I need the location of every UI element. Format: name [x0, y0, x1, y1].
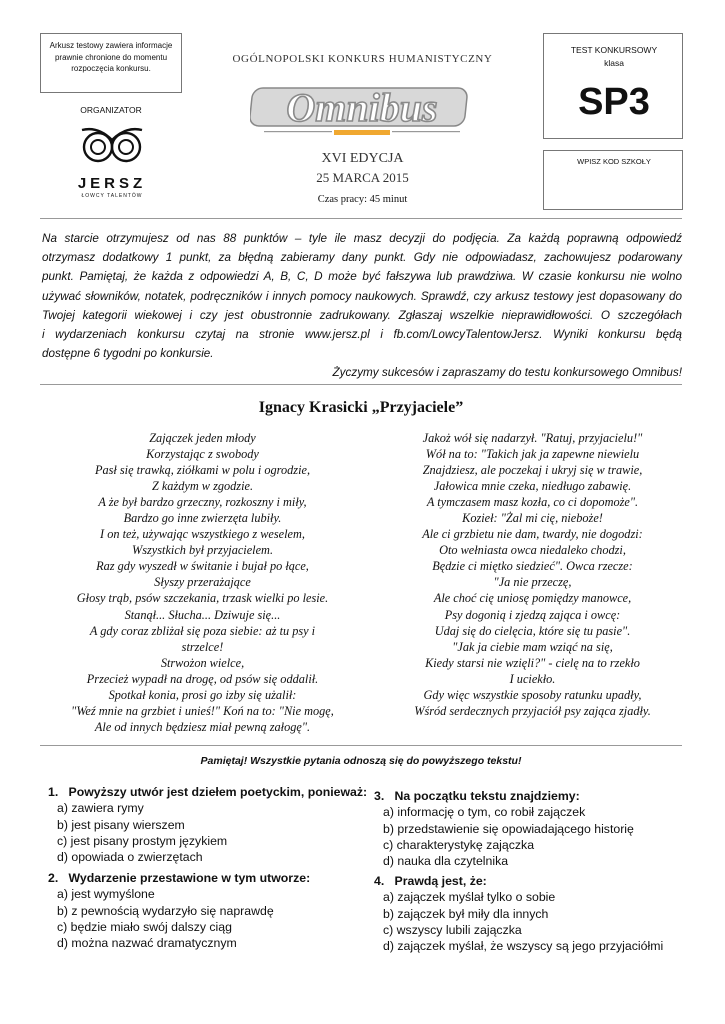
answer-option[interactable]: d) opowiada o zwierzętach	[57, 850, 203, 865]
poem-divider	[40, 745, 682, 746]
organizer-label: ORGANIZATOR	[80, 105, 142, 115]
answer-option[interactable]: c) będzie miało swój dalszy ciąg	[57, 919, 232, 934]
poem-line: Słyszy przerażające	[154, 575, 251, 590]
poem-line: Raz gdy wyszedł w świtanie i bujał po łące,	[96, 559, 309, 574]
poem-line: Wszystkich był przyjacielem.	[131, 543, 274, 558]
answer-option[interactable]: c) jest pisany prostym językiem	[57, 833, 228, 848]
poem-line: Wśród serdecznych przyjaciół psy zająca zjadły.	[414, 703, 651, 718]
question-title	[374, 873, 684, 889]
contest-name: OGÓLNOPOLSKI KONKURS HUMANISTYCZNY	[232, 53, 493, 65]
intro-line: dostępne 6 tygodni po konkursie.	[42, 347, 214, 361]
poem-line: A tymczasem masz kozła, co ci dopomoże".	[426, 495, 639, 510]
poem-line: Korzystając z swobody	[146, 447, 259, 462]
question-text: Prawdą jest, że:	[394, 874, 487, 888]
poem-title: Ignacy Krasicki „Przyjaciele”	[258, 399, 464, 416]
poem-line: Kiedy starsi nie wzięli?" - cielę na to rzekło	[425, 655, 640, 670]
class-label: klasa	[604, 58, 624, 68]
poem-line: I on też, używając wszystkiego z weselem,	[100, 527, 305, 542]
poem-line: Jakoż wół się nadarzył. "Ratuj, przyjacielu!"	[422, 431, 643, 445]
question-title	[374, 788, 684, 804]
poem-line: Ale od innych będziesz miał pewną załogę".	[94, 719, 311, 734]
poem-line: Strwożon wielce,	[160, 655, 245, 670]
answer-option[interactable]: a) jest wymyślone	[57, 887, 155, 902]
poem-line: Jałowica mnie czeka, niedługo zabawię.	[433, 479, 632, 494]
logo-brand: JERSZ	[77, 175, 147, 192]
school-code-label: WPISZ KOD SZKOŁY	[577, 157, 651, 166]
poem-line: Kozieł: "Żal mi cię, nieboże!	[462, 511, 603, 526]
answer-option[interactable]: c) charakterystykę zajączka	[383, 837, 535, 852]
answer-option[interactable]: d) nauka dla czytelnika	[383, 854, 509, 869]
poem-line: I uciekło.	[509, 671, 556, 686]
poem-line: Ale choć cię uniosę pomiędzy manowce,	[433, 591, 632, 606]
question-number: 1.	[48, 785, 59, 799]
question-number: 2.	[48, 871, 59, 885]
poem-line: Pasł się trawką, ziółkami w polu i ogrodzie,	[94, 463, 311, 478]
poem-line: Znajdziesz, ale poczekaj i ukryj się w trawie,	[422, 463, 643, 478]
confidential-notice-box	[40, 33, 182, 93]
question-3	[374, 788, 684, 869]
poem-line: Z każdym w zgodzie.	[151, 479, 254, 494]
poem-line: strzelce!	[181, 639, 224, 654]
intro-divider	[40, 384, 682, 385]
contest-logo-text: Omnibus	[286, 85, 438, 130]
question-title	[48, 870, 368, 886]
question-number: 4.	[374, 874, 385, 888]
intro-line: Twojej kategorii wiekowej i czy jest obustronnie zadrukowany. Zgłaszaj wszelkie nieprawidłowości. O szczegółach	[42, 308, 682, 322]
poem-line: Gdy więc wszystkie sposoby ratunku upadły,	[423, 687, 642, 702]
poem-line: Będzie ci miętko siedzieć". Owca rzecze:	[432, 559, 633, 574]
poem-line: Zajączek jeden młody	[149, 431, 256, 445]
answer-option[interactable]: a) zawiera rymy	[57, 801, 144, 816]
school-code-box[interactable]	[543, 150, 683, 210]
intro-line: otrzymasz dodatkowy 1 punkt, za błędną zabieramy dany punkt. Gdy nie odpowiadasz, zachowujesz podarowany	[42, 251, 682, 265]
intro-line: używać słowników, notatek, podręczników i innych pomocy naukowych. Sprawdź, czy arkusz testowy jest dopasowany do	[42, 289, 682, 303]
poem-line: Wół na to: "Takich jak ja zapewne niewielu	[425, 447, 640, 462]
test-class-box	[543, 33, 683, 139]
poem-line: Przecież wypadł na drogę, od psów się oddalił.	[86, 671, 319, 686]
poem-line: Oto wełniasta owca niedaleko chodzi,	[439, 543, 626, 558]
poem-line: Psy dogonią i zjedzą zająca i owcę:	[444, 607, 621, 622]
poem-left-column	[45, 430, 360, 735]
answer-option[interactable]: d) zajączek myślał, że wszyscy są jego przyjaciółmi	[383, 939, 664, 954]
header-divider	[40, 218, 682, 219]
question-text: Wydarzenie przestawione w tym utworze:	[68, 871, 311, 885]
poem-line: A gdy coraz zbliżał się poza siebie: aż tu psy i	[89, 623, 316, 638]
answer-option[interactable]: d) można nazwać dramatycznym	[57, 936, 237, 951]
answer-option[interactable]: b) przedstawienie się opowiadającego historię	[383, 821, 634, 836]
poem-line: Udaj się do cielęcia, które się tu pasie".	[434, 623, 631, 638]
poem-line: Bardzo go inne zwierzęta lubiły.	[123, 511, 282, 526]
poem-line: A że był bardzo grzeczny, rozkoszny i miły,	[98, 495, 307, 510]
question-text: Powyższy utwór jest dziełem poetyckim, ponieważ:	[68, 785, 368, 799]
poem-line: "Jak ja ciebie mam wziąć na się,	[452, 639, 613, 654]
poem-line: Głosy trąb, psów szczekania, trzask wielki po lesie.	[76, 591, 329, 606]
contest-logo	[250, 78, 475, 140]
question-2	[48, 870, 368, 951]
poem-line: Spotkał konia, prosi go izby się użalił:	[108, 687, 297, 702]
intro-line: punkt. Pamiętaj, że każda z odpowiedzi A, B, C, D może być fałszywa lub prawdziwa. W czasie konkursu nie wolno	[42, 270, 682, 284]
reminder: Pamiętaj! Wszystkie pytania odnoszą się do powyższego tekstu!	[200, 755, 522, 767]
question-text: Na początku tekstu znajdziemy:	[394, 789, 580, 803]
answer-option[interactable]: b) zajączek był miły dla innych	[383, 906, 549, 921]
duration: Czas pracy: 45 minut	[317, 194, 408, 205]
intro-line: i wydarzeniach konkursu czytaj na stronie www.jersz.pl i fb.com/LowcyTalentowJersz. Wyniki konkursu będą	[42, 328, 682, 342]
poem-line: "Ja nie przeczę,	[493, 575, 572, 590]
class-code: SP3	[578, 81, 650, 123]
answer-option[interactable]: a) zajączek myślał tylko o sobie	[383, 890, 556, 905]
question-1	[48, 784, 368, 865]
intro-text	[42, 229, 682, 383]
question-4	[374, 873, 684, 954]
question-title	[48, 784, 368, 800]
edition: XVI EDYCJA	[321, 151, 404, 166]
answer-option[interactable]: b) z pewnością wydarzyło się naprawdę	[57, 903, 274, 918]
poem-line: Ale ci grzbietu nie dam, twardy, nie dogodzi:	[422, 527, 643, 542]
poem-line: "Weź mnie na grzbiet i unieś!" Koń na to: "Nie mogę,	[71, 703, 334, 718]
poem-line: Stanął... Słucha... Dziwuje się...	[124, 607, 281, 622]
organizer-logo	[68, 122, 156, 202]
contest-date: 25 MARCA 2015	[316, 170, 409, 185]
poem-right-column	[380, 430, 685, 719]
owl-eyes-icon	[68, 122, 156, 172]
confidential-notice: Arkusz testowy zawiera informacje prawnie chronione do momentu rozpoczęcia konkursu.	[49, 41, 173, 73]
logo-tagline: ŁOWCY TALENTÓW	[81, 193, 143, 199]
answer-option[interactable]: c) wszyscy lubili zajączka	[383, 922, 522, 937]
answer-option[interactable]: a) informację o tym, co robił zajączek	[383, 805, 586, 820]
answer-option[interactable]: b) jest pisany wierszem	[57, 817, 185, 832]
intro-closing: Życzymy sukcesów i zapraszamy do testu konkursowego Omnibus!	[332, 366, 682, 380]
question-number: 3.	[374, 789, 385, 803]
intro-line: Na starcie otrzymujesz od nas 88 punktów – tyle ile masz decyzji do podjęcia. Za każdą poprawną odpowiedź	[42, 232, 682, 245]
test-label: TEST KONKURSOWY	[570, 45, 658, 55]
